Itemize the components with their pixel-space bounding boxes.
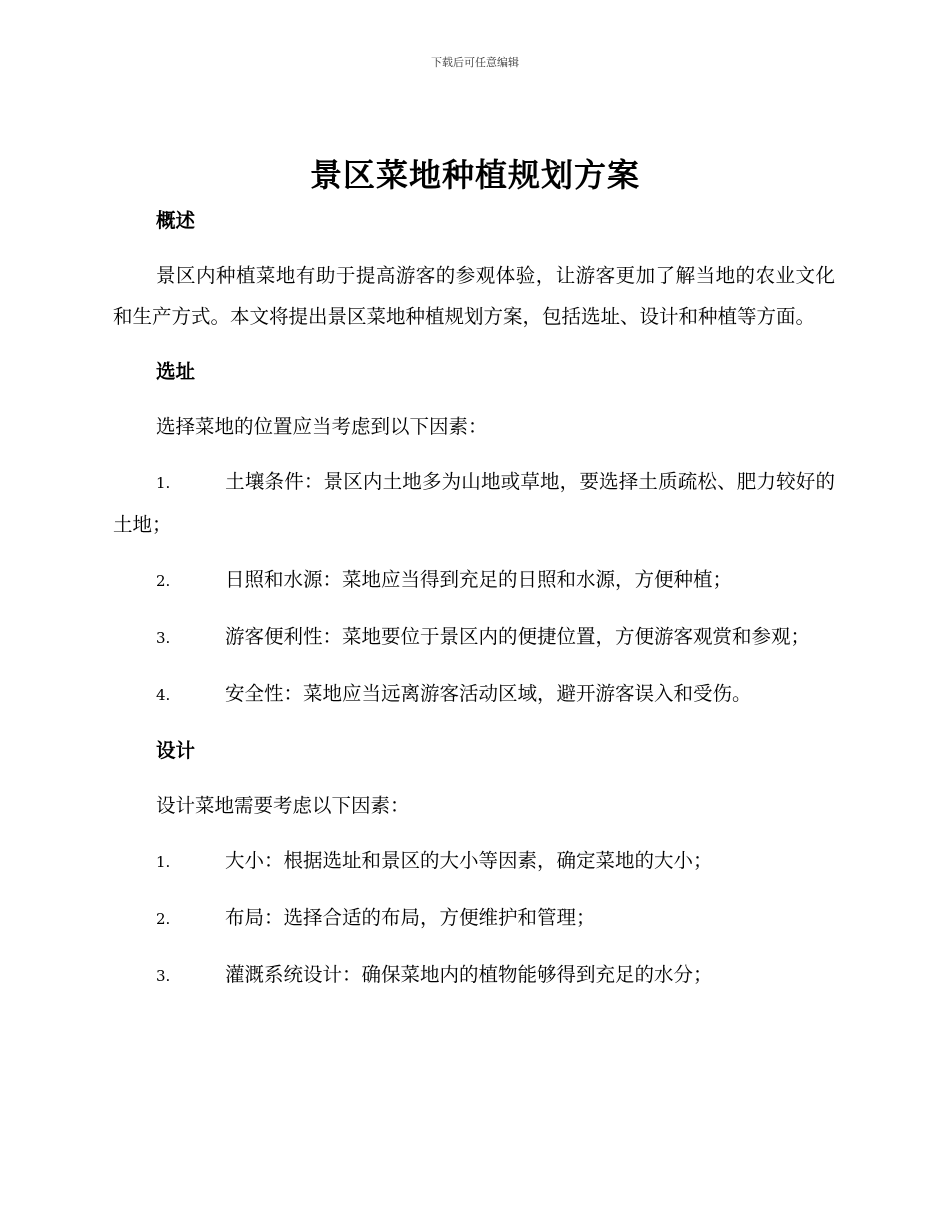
site-list-item	[113, 673, 835, 716]
list-number: 2.	[156, 572, 171, 590]
list-number: 1.	[156, 474, 171, 492]
site-intro: 选择菜地的位置应当考虑到以下因素：	[156, 415, 488, 438]
list-item-text: 大小：根据选址和景区的大小等因素，确定菜地的大小；	[225, 849, 713, 872]
design-intro: 设计菜地需要考虑以下因素：	[156, 794, 410, 817]
site-list-item	[113, 616, 835, 659]
overview-paragraph: 景区内种植菜地有助于提高游客的参观体验，让游客更加了解当地的农业文化和生产方式。本文将提出景区菜地种植规划方案，包括选址、设计和种植等方面。	[113, 264, 835, 328]
list-number: 2.	[156, 910, 171, 928]
list-item-text: 土壤条件：景区内土地多为山地或草地，要选择土质疏松、肥力较好的土地；	[113, 470, 835, 536]
document-title: 景区菜地种植规划方案	[309, 156, 640, 194]
site-list-item	[113, 461, 835, 545]
list-number: 3.	[156, 629, 171, 647]
list-item-text: 布局：选择合适的布局，方便维护和管理；	[225, 906, 596, 929]
section-heading-overview: 概述	[156, 209, 196, 232]
design-list-item	[113, 840, 835, 883]
design-list-item	[113, 897, 835, 940]
list-number: 1.	[156, 853, 171, 871]
section-heading-design: 设计	[156, 739, 196, 762]
header-note: 下载后可任意编辑	[431, 56, 519, 69]
document-body	[113, 200, 835, 997]
list-item-text: 安全性：菜地应当远离游客活动区域，避开游客误入和受伤。	[225, 682, 752, 705]
list-number: 3.	[156, 967, 171, 985]
section-heading-site: 选址	[156, 360, 196, 383]
site-list-item	[113, 559, 835, 602]
list-item-text: 灌溉系统设计：确保菜地内的植物能够得到充足的水分；	[225, 963, 713, 986]
list-item-text: 游客便利性：菜地要位于景区内的便捷位置，方便游客观赏和参观；	[225, 625, 811, 648]
design-list-item	[113, 954, 835, 997]
list-item-text: 日照和水源：菜地应当得到充足的日照和水源，方便种植；	[225, 568, 733, 591]
list-number: 4.	[156, 686, 171, 704]
